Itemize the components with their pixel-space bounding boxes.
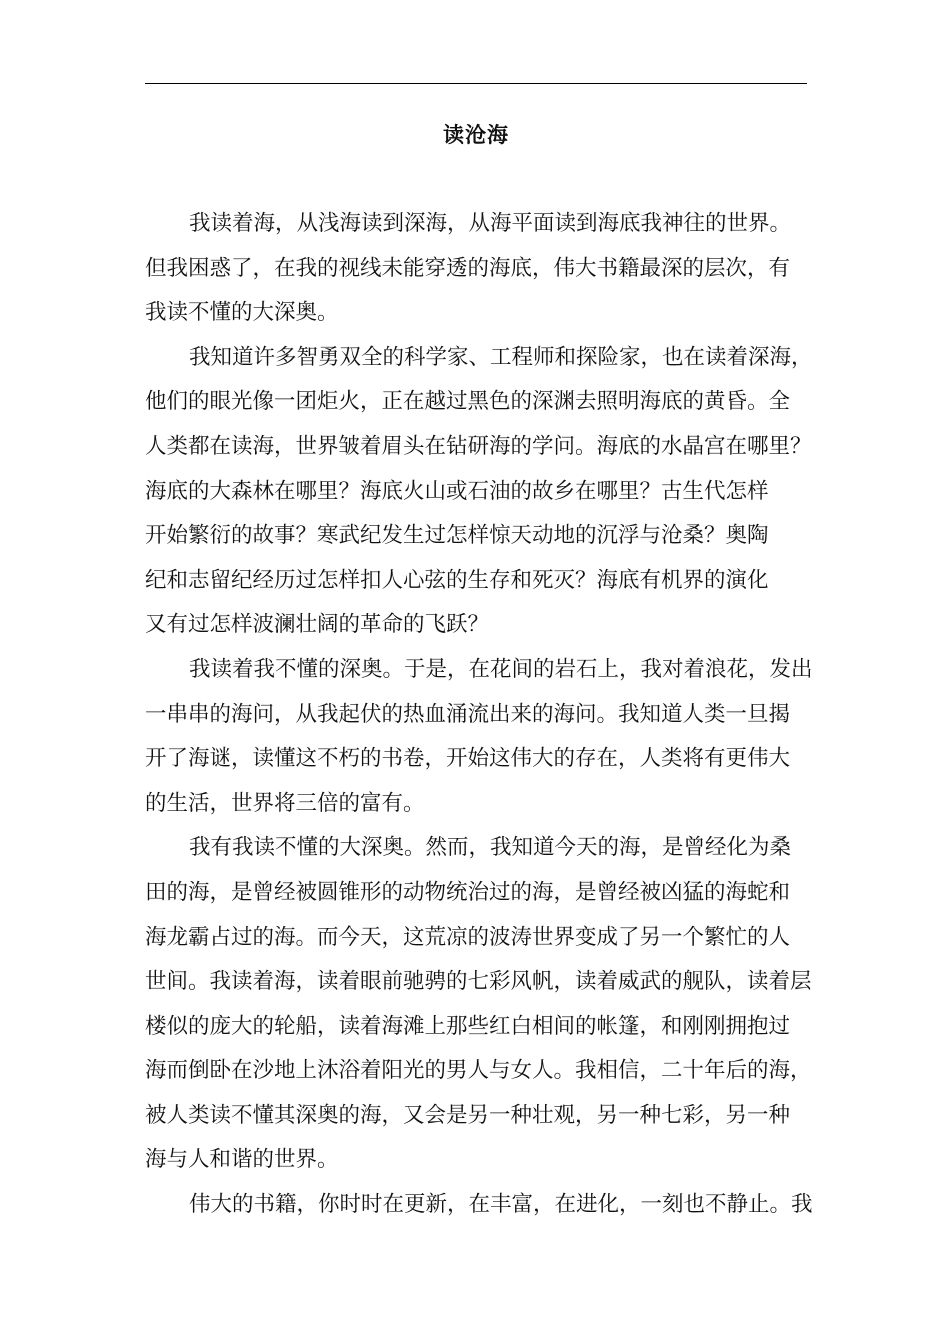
text-line: 楼似的庞大的轮船，读着海滩上那些红白相间的帐篷，和刚刚拥抱过 — [145, 1013, 791, 1039]
text-line: 被人类读不懂其深奥的海，又会是另一种壮观，另一种七彩，另一种 — [145, 1102, 791, 1128]
text-line: 海与人和谐的世界。 — [145, 1147, 339, 1173]
text-line: 伟大的书籍，你时时在更新，在丰富，在进化，一刻也不静止。我 — [189, 1192, 813, 1218]
text-line: 纪和志留纪经历过怎样扣人心弦的生存和死灭？海底有机界的演化 — [145, 567, 769, 593]
page-title: 读沧海 — [443, 122, 509, 147]
text-line: 我读着我不懂的深奥。于是，在花间的岩石上，我对着浪花，发出 — [189, 656, 813, 682]
text-line: 又有过怎样波澜壮阔的革命的飞跃？ — [145, 612, 490, 638]
text-line: 世间。我读着海，读着眼前驰骋的七彩风帆，读着威武的舰队，读着层 — [145, 969, 812, 995]
text-line: 开始繁衍的故事？寒武纪发生过怎样惊天动地的沉浮与沧桑？奥陶 — [145, 523, 769, 549]
text-line: 我有我读不懂的大深奥。然而，我知道今天的海，是曾经化为桑 — [189, 835, 792, 861]
text-line: 我知道许多智勇双全的科学家、工程师和探险家，也在读着深海， — [189, 344, 813, 370]
header-rule — [145, 83, 807, 84]
article-body — [145, 202, 825, 1228]
text-line: 但我困惑了，在我的视线未能穿透的海底，伟大书籍最深的层次，有 — [145, 255, 791, 281]
text-line: 的生活，世界将三倍的富有。 — [145, 790, 425, 816]
text-line: 开了海谜，读懂这不朽的书卷，开始这伟大的存在，人类将有更伟大 — [145, 746, 791, 772]
text-line: 田的海，是曾经被圆锥形的动物统治过的海，是曾经被凶猛的海蛇和 — [145, 879, 791, 905]
text-line: 我读着海，从浅海读到深海，从海平面读到海底我神往的世界。 — [189, 211, 792, 236]
text-line: 海龙霸占过的海。而今天，这荒凉的波涛世界变成了另一个繁忙的人 — [145, 924, 791, 950]
text-line: 海而倒卧在沙地上沐浴着阳光的男人与女人。我相信，二十年后的海， — [145, 1058, 812, 1084]
text-line: 人类都在读海，世界皱着眉头在钻研海的学问。海底的水晶宫在哪里？ — [145, 433, 812, 459]
text-line: 他们的眼光像一团炬火，正在越过黑色的深渊去照明海底的黄昏。全 — [145, 389, 791, 415]
text-line: 海底的大森林在哪里？海底火山或石油的故乡在哪里？古生代怎样 — [145, 478, 769, 504]
text-line: 一串串的海问，从我起伏的热血涌流出来的海问。我知道人类一旦揭 — [145, 701, 791, 727]
text-line: 我读不懂的大深奥。 — [145, 300, 339, 326]
